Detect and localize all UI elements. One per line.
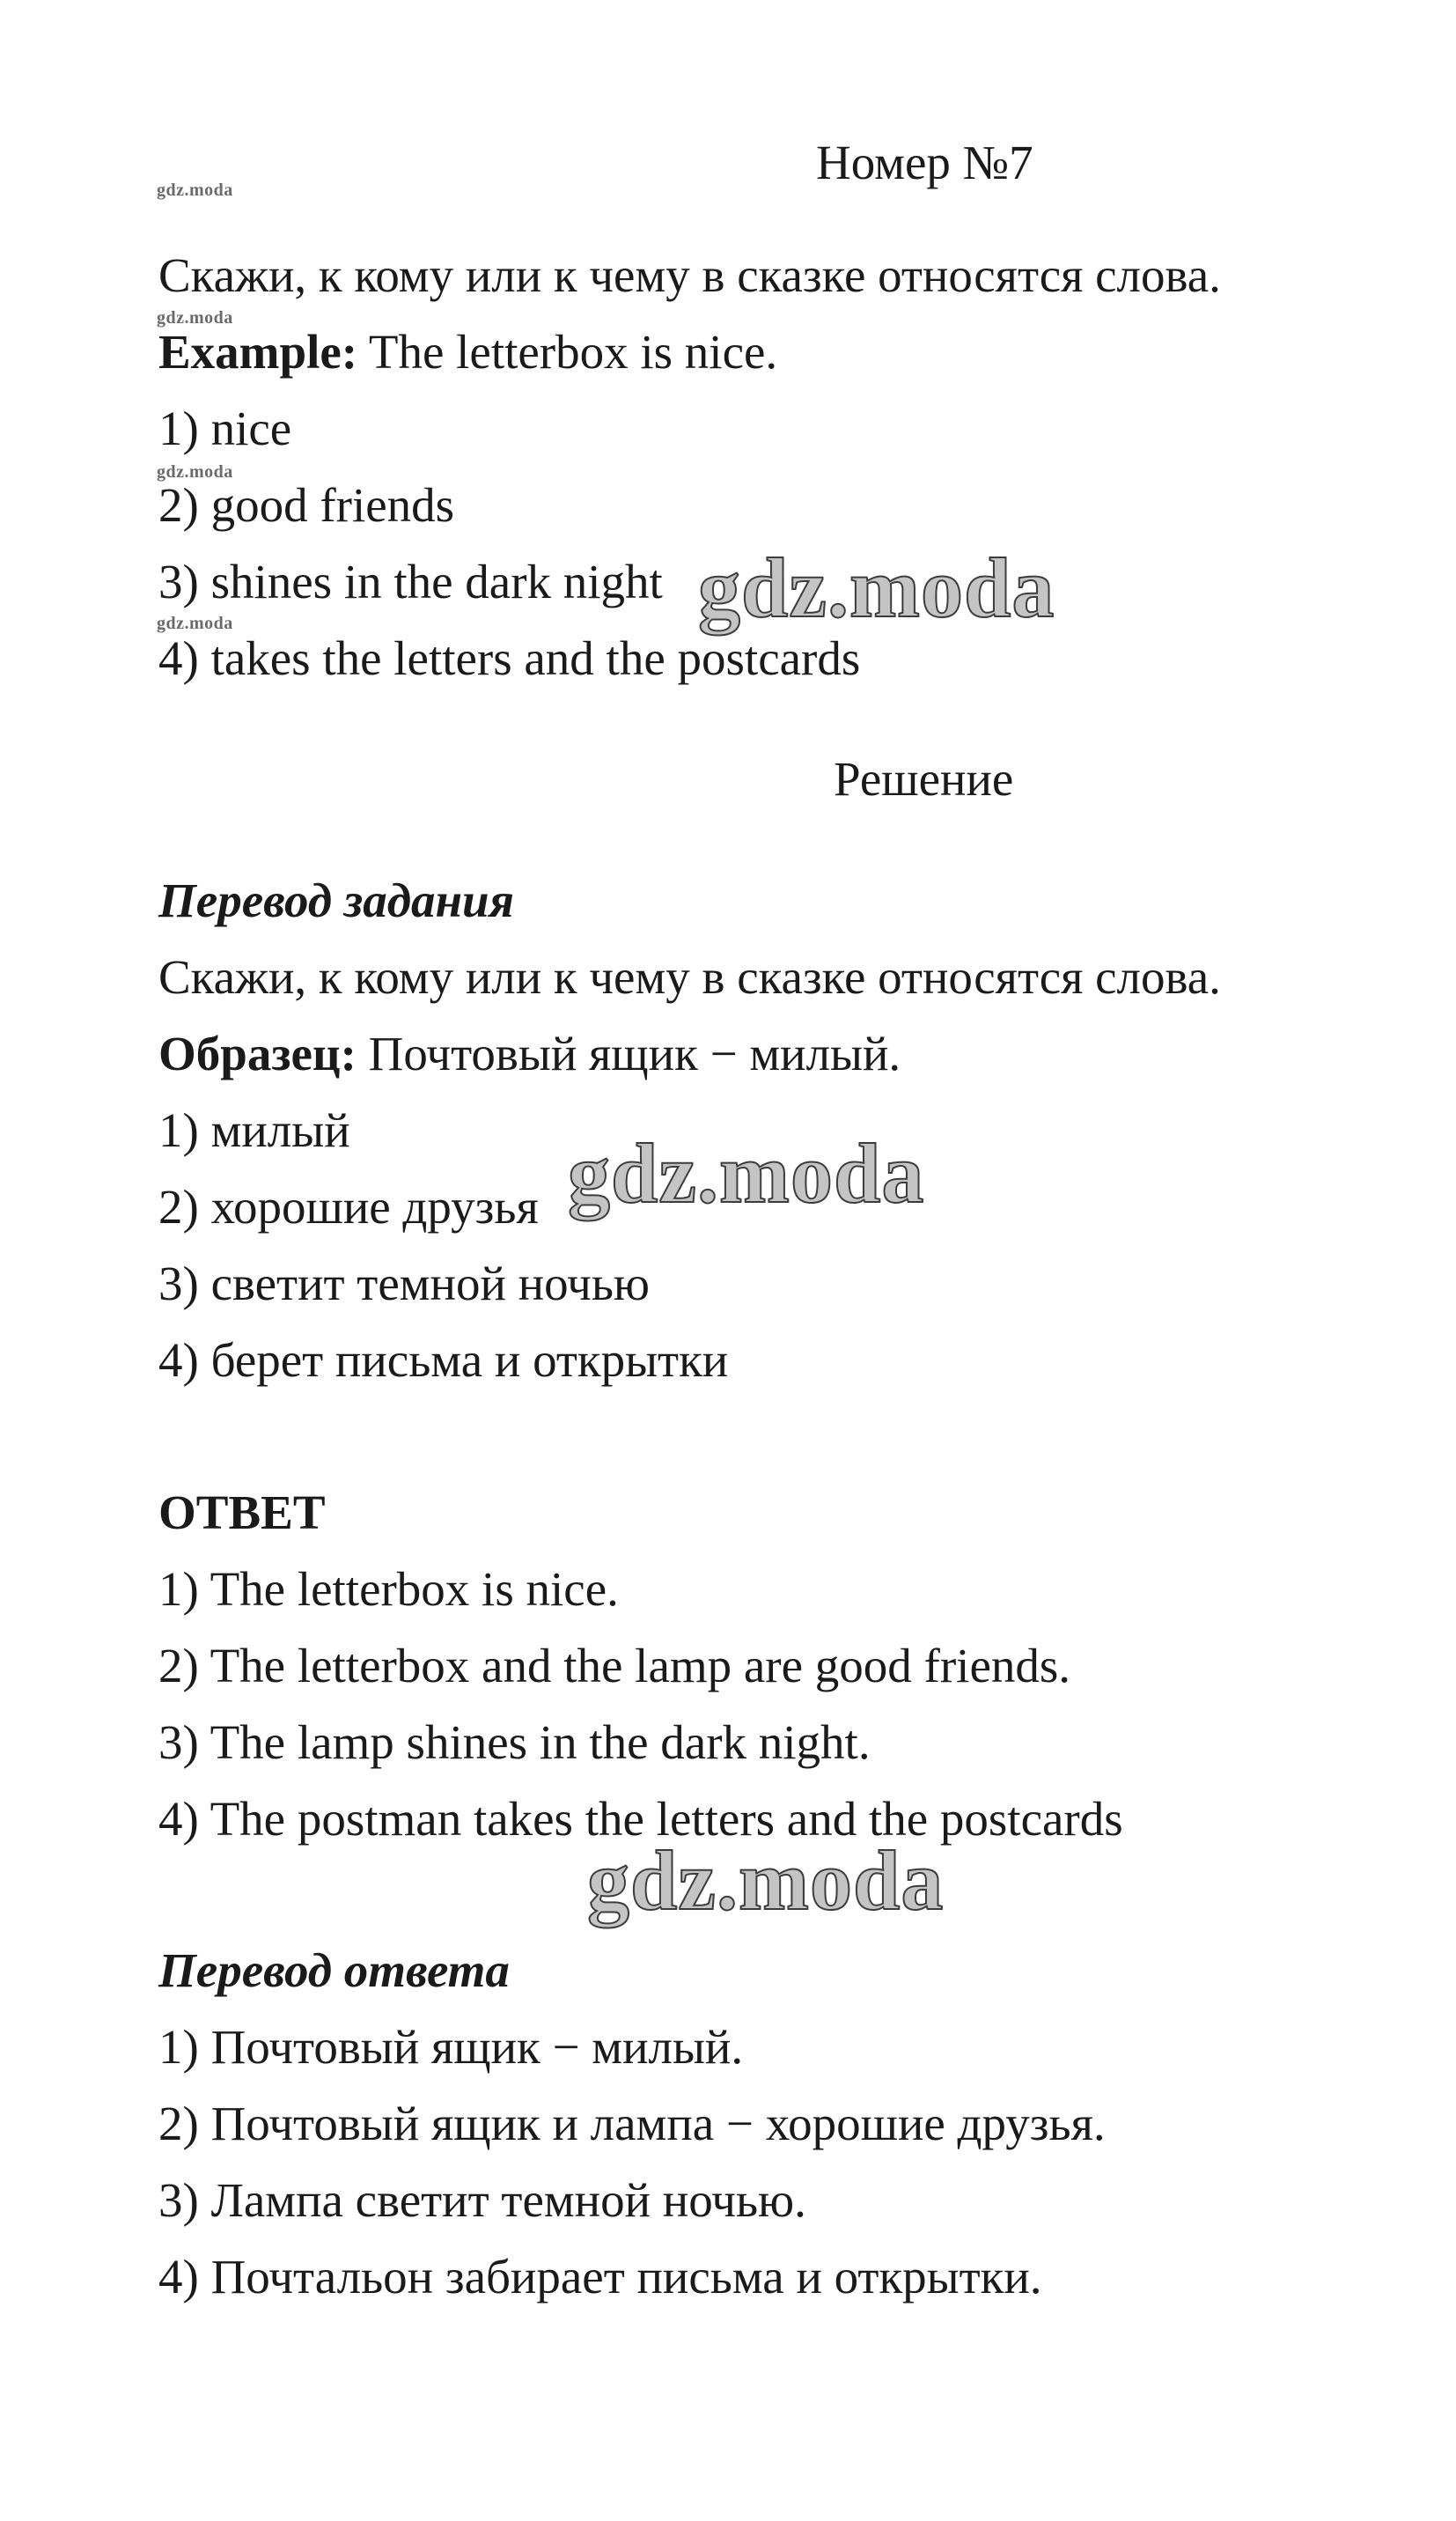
watermark-small: gdz.moda xyxy=(157,462,233,482)
task-item: 1) nice xyxy=(158,402,292,455)
task-translation-instruction: Скажи, к кому или к чему в сказке относятся слова. xyxy=(158,950,1221,1004)
answer-translation-item: 3) Лампа светит темной ночью. xyxy=(158,2173,806,2227)
task-item: 2) good friends xyxy=(158,478,455,532)
task-translation-item: 1) милый xyxy=(158,1103,350,1157)
answer-translation-heading: Перевод ответа xyxy=(158,1943,510,1997)
watermark-small: gdz.moda xyxy=(157,181,233,200)
solution-heading: Решение xyxy=(834,752,1014,806)
answer-item: 2) The letterbox and the lamp are good friends. xyxy=(158,1639,1071,1692)
task-item: 3) shines in the dark night xyxy=(158,555,663,608)
task-item: 4) takes the letters and the postcards xyxy=(158,631,861,685)
task-instruction: Скажи, к кому или к чему в сказке относятся слова. xyxy=(158,248,1221,302)
answer-translation-item: 4) Почтальон забирает письма и открытки. xyxy=(158,2250,1042,2304)
watermark-large: gdz.moda xyxy=(568,1126,925,1220)
task-translation-item: 2) хорошие друзья xyxy=(158,1180,539,1234)
task-translation-heading: Перевод задания xyxy=(158,874,514,927)
watermark-small: gdz.moda xyxy=(157,308,233,328)
watermark-large: gdz.moda xyxy=(587,1833,945,1928)
example-text: Почтовый ящик − милый. xyxy=(356,1027,901,1080)
watermark-large: gdz.moda xyxy=(698,541,1055,635)
page-title: Номер №7 xyxy=(816,136,1033,189)
task-translation-example xyxy=(158,1029,901,1078)
answer-item: 3) The lamp shines in the dark night. xyxy=(158,1715,871,1769)
task-translation-item: 3) светит темной ночью xyxy=(158,1257,651,1310)
example-text: The letterbox is nice. xyxy=(357,325,778,379)
answer-item: 4) The postman takes the letters and the postcards xyxy=(158,1792,1123,1846)
answer-item: 1) The letterbox is nice. xyxy=(158,1562,619,1616)
answer-translation-item: 2) Почтовый ящик и лампа − хорошие друзья. xyxy=(158,2097,1106,2150)
task-translation-item: 4) берет письма и открытки xyxy=(158,1333,729,1387)
example-label: Образец: xyxy=(158,1027,357,1080)
example-label: Example: xyxy=(158,325,358,379)
task-example xyxy=(158,325,778,379)
watermark-small: gdz.moda xyxy=(157,614,233,633)
answer-translation-item: 1) Почтовый ящик − милый. xyxy=(158,2020,744,2074)
answer-heading: ОТВЕТ xyxy=(158,1485,326,1539)
